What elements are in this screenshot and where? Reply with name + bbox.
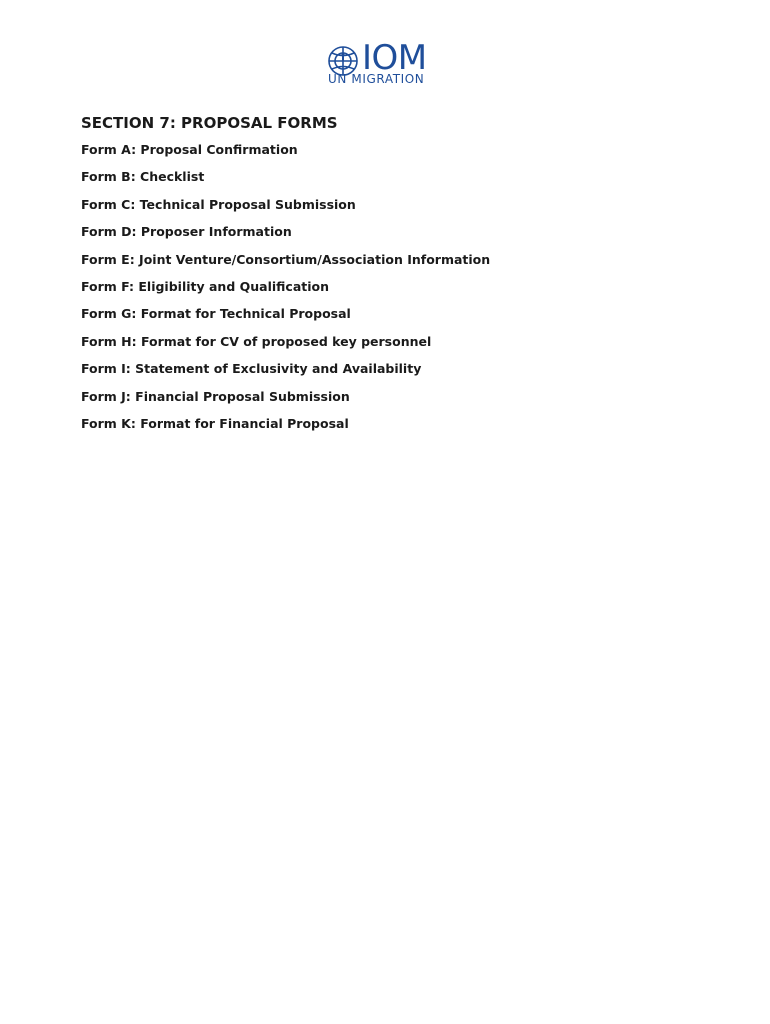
form-list-item: Form G: Format for Technical Proposal bbox=[81, 306, 351, 322]
form-list-item: Form H: Format for CV of proposed key personnel bbox=[81, 333, 432, 349]
forms-list bbox=[81, 142, 490, 443]
form-list-item: Form A: Proposal Confirmation bbox=[81, 142, 298, 157]
logo-wordmark: IOM bbox=[362, 38, 427, 78]
iom-logo bbox=[326, 38, 446, 88]
form-list-item: Form D: Proposer Information bbox=[81, 224, 292, 240]
form-list-item: Form E: Joint Venture/Consortium/Association Information bbox=[81, 251, 491, 267]
form-list-item: Form C: Technical Proposal Submission bbox=[81, 196, 356, 212]
logo-subtitle: UN MIGRATION bbox=[328, 72, 425, 86]
form-list-item: Form B: Checklist bbox=[81, 169, 205, 185]
form-list-item: Form I: Statement of Exclusivity and Availability bbox=[81, 361, 422, 377]
form-list-item: Form F: Eligibility and Qualification bbox=[81, 278, 330, 294]
form-list-item: Form J: Financial Proposal Submission bbox=[81, 388, 350, 404]
section-title: SECTION 7: PROPOSAL FORMS bbox=[81, 114, 338, 132]
form-list-item: Form K: Format for Financial Proposal bbox=[81, 415, 349, 431]
